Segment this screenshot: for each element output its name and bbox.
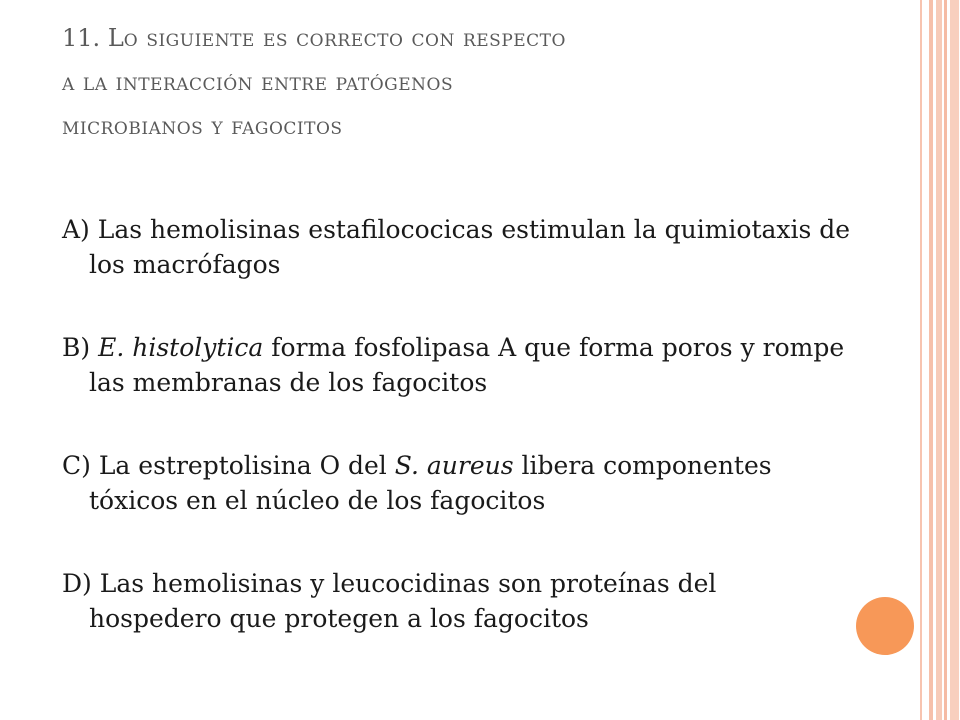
answer-options bbox=[62, 212, 852, 636]
option-a bbox=[62, 212, 852, 282]
option-a-text: A) Las hemolisinas estafilococicas estimulan la quimiotaxis de los macrófagos bbox=[62, 215, 851, 279]
stripe bbox=[936, 0, 942, 720]
title-line-1-text: o siguiente es correcto con respecto bbox=[123, 24, 566, 52]
option-d-text: D) Las hemolisinas y leucocidinas son proteínas del hospedero que protegen a los fagocitos bbox=[62, 569, 717, 633]
option-c bbox=[62, 448, 852, 518]
option-c-species: S. aureus bbox=[394, 451, 514, 480]
option-d bbox=[62, 566, 852, 636]
stripe bbox=[944, 0, 947, 720]
option-b-label: B) bbox=[62, 333, 99, 362]
stripe bbox=[950, 0, 959, 720]
option-b-text: forma fosfolipasa A que forma poros y rompe las membranas de los fagocitos bbox=[89, 333, 845, 397]
title-line-3: microbianos y fagocitos bbox=[62, 112, 343, 140]
question-number: 11. bbox=[62, 24, 101, 52]
option-b-species: E. histolytica bbox=[98, 333, 264, 362]
accent-circle bbox=[856, 597, 914, 655]
stripe bbox=[929, 0, 933, 720]
stripe bbox=[920, 0, 922, 720]
option-b bbox=[62, 330, 852, 400]
option-c-text: libera componentes tóxicos en el núcleo de los fagocitos bbox=[89, 451, 772, 515]
title-initial-cap: L bbox=[107, 24, 124, 52]
option-c-label: C) La estreptolisina O del bbox=[62, 451, 395, 480]
title-line-1 bbox=[62, 16, 862, 60]
slide-title bbox=[62, 16, 862, 148]
title-line-2: a la interacción entre patógenos bbox=[62, 68, 454, 96]
